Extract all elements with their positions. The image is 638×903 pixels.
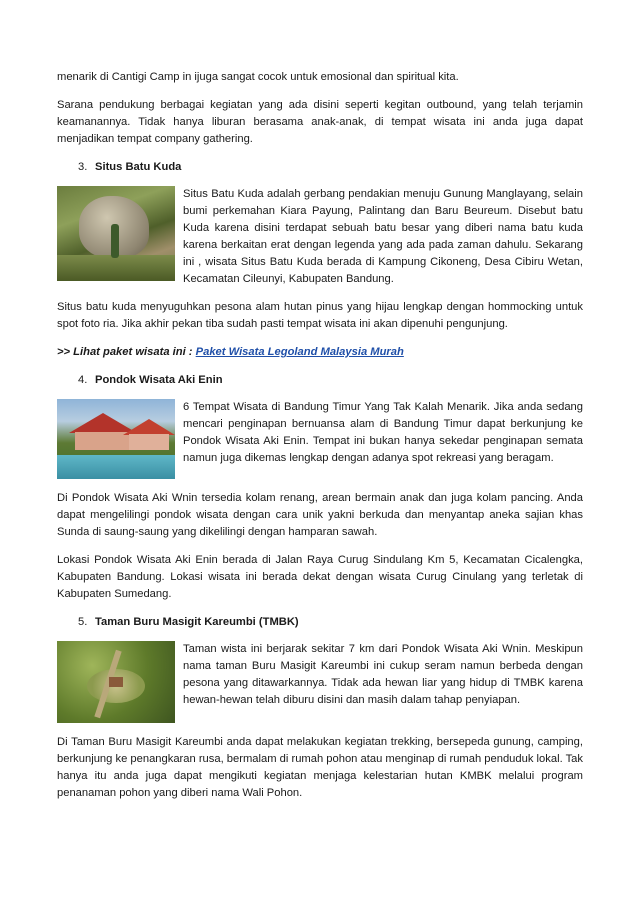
person-shape xyxy=(111,224,119,258)
paragraph-intro: menarik di Cantigi Camp in ijuga sangat cocok untuk emosional dan spiritual kita. xyxy=(57,71,459,83)
section-title: Situs Batu Kuda xyxy=(95,161,182,173)
section-description: Situs Batu Kuda adalah gerbang pendakian menuju Gunung Manglayang, selain bumi perkemahan Kiara Payung, Palintang dan Baru Beureum. Disebut batu Kuda karena disini terdapat sebuah batu besar yang diberi nama batu kuda karena berkaitan erat dengan legenda yang ada pada zaman dahulu. Sekarang ini , wisata Situs Batu Kuda berada di Kampung Cikoneng, Desa Cibiru Wetan, Kecamatan Cileunyi, Kabupaten Bandung. xyxy=(183,188,583,285)
house-shape xyxy=(129,434,169,450)
promo-line xyxy=(57,344,583,361)
section-description: Taman wista ini berjarak sekitar 7 km dari Pondok Wisata Aki Wnin. Meskipun nama taman Buru Masigit Kareumbi ini cukup seram namun berbeda dengan pesona yang ditawarkannya. Tidak ada hewan liar yang hidup di TMBK karena hewan-hewan telah diburu disini dan masih dalam tahap penyiapan. xyxy=(183,643,583,706)
aki-enin-photo xyxy=(57,399,175,479)
section-block-aki-enin xyxy=(57,399,583,479)
section-title: Pondok Wisata Aki Enin xyxy=(95,374,223,386)
section-description: 6 Tempat Wisata di Bandung Timur Yang Tak Kalah Menarik. Jika anda sedang mencari penginapan bernuansa alam di Bandung Timur dapat berkunjung ke Pondok Wisata Aki Enin. Tempat ini bukan hanya sekedar penginapan semata namun juga dikemas lengkap dengan adanya spot rekreasi yang beragam. xyxy=(183,401,583,464)
tmbk-photo xyxy=(57,641,175,723)
section-number: 4. xyxy=(78,374,88,386)
section-number: 3. xyxy=(78,161,88,173)
section-block-batu-kuda xyxy=(57,186,583,288)
section-heading-batu-kuda xyxy=(57,159,583,176)
section-paragraph: Situs batu kuda menyuguhkan pesona alam hutan pinus yang hijau lengkap dengan hommocking untuk spot foto ria. Jika akhir pekan tiba sudah pasti tempat wisata ini akan dipenuhi pengunjung. xyxy=(57,301,583,330)
section-heading-tmbk xyxy=(57,614,583,631)
roof-shape xyxy=(123,419,175,435)
section-heading-aki-enin xyxy=(57,372,583,389)
batu-kuda-photo xyxy=(57,186,175,281)
promo-prefix: >> Lihat paket wisata ini : xyxy=(57,346,196,358)
hut-shape xyxy=(109,677,123,687)
document-content xyxy=(57,69,583,802)
ground-shape xyxy=(57,255,175,281)
section-paragraph: Di Taman Buru Masigit Kareumbi anda dapat melakukan kegiatan trekking, bersepeda gunung, camping, berkunjung ke penangkaran rusa, bermalam di rumah pohon atau menginap di rumah penduduk lokal. Tak hanya itu anda juga dapat mengikuti kegiatan menjaga kelestarian hutan KMBK melalui program penanaman pohon yang diberi nama Wali Pohon. xyxy=(57,736,583,799)
promo-link[interactable]: Paket Wisata Legoland Malaysia Murah xyxy=(195,346,404,358)
section-block-tmbk xyxy=(57,641,583,723)
section-paragraph: Di Pondok Wisata Aki Wnin tersedia kolam renang, arean bermain anak dan juga kolam pancing. Anda dapat mengelilingi pondok wisata dengan cara unik yakni berkuda dan menyantap aneka sajian khas Sunda di saung-saung yang dikelilingi dengan hamparan sawah. xyxy=(57,492,583,538)
section-number: 5. xyxy=(78,616,88,628)
paragraph-facilities: Sarana pendukung berbagai kegiatan yang ada disini seperti kegitan outbound, yang telah terjamin keamanannya. Tidak hanya liburan berasama anak-anak, di tempat wisata ini anda juga dapat menjadikan tempat company gathering. xyxy=(57,99,583,145)
section-paragraph: Lokasi Pondok Wisata Aki Enin berada di Jalan Raya Curug Sindulang Km 5, Kecamatan Cicalengka, Kabupaten Bandung. Lokasi wisata ini berada dekat dengan wisata Curug Cinulang yang terletak di Kabupaten Sumedang. xyxy=(57,554,583,600)
section-title: Taman Buru Masigit Kareumbi (TMBK) xyxy=(95,616,299,628)
pool-shape xyxy=(57,455,175,479)
